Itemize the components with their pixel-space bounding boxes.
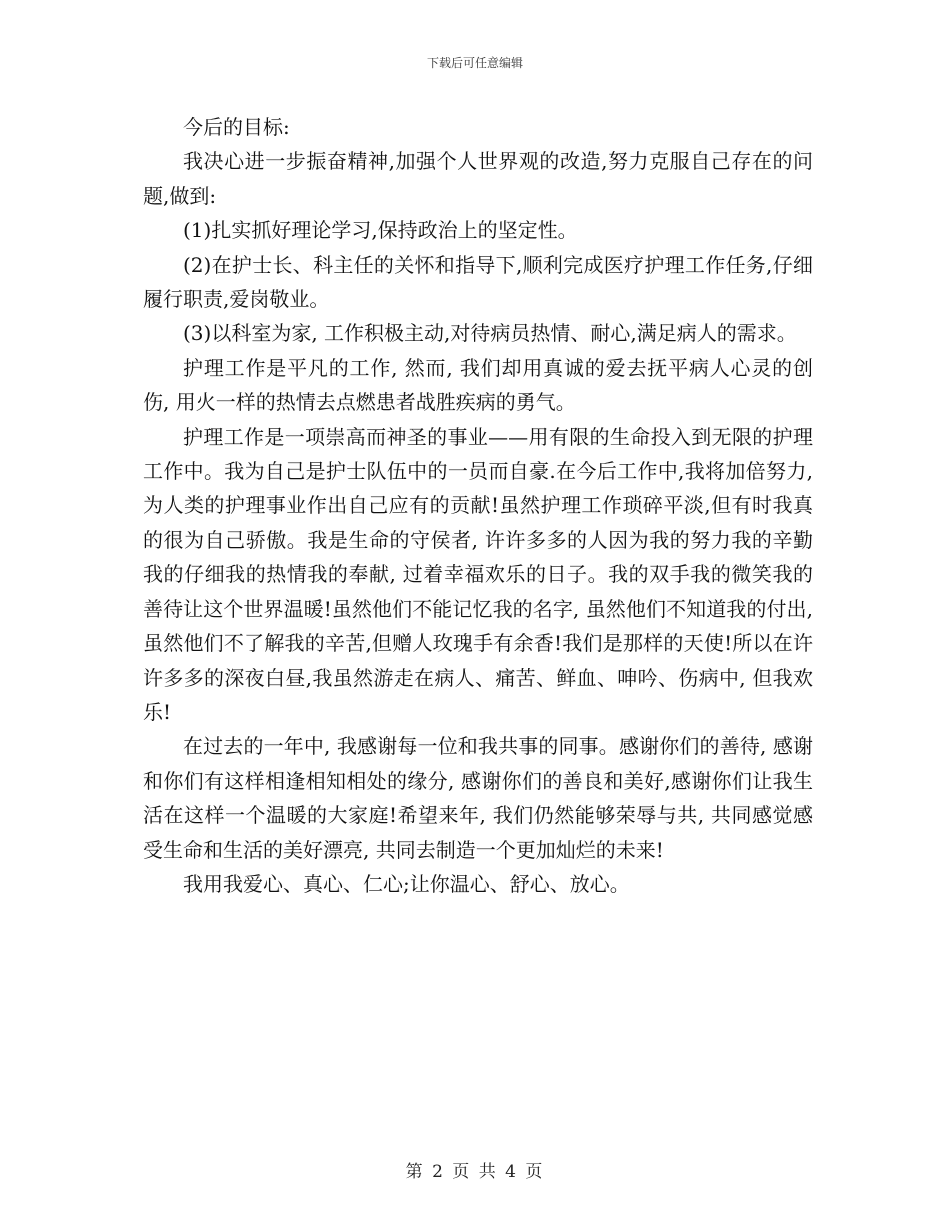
paragraph-nursing-noble: 护理工作是一项崇高而神圣的事业——用有限的生命投入到无限的护理工作中。我为自己是护士队伍中的一员而自豪.在今后工作中,我将加倍努力, 为人类的护理事业作出自己应有的贡献!虽然护理工作琐碎平淡,但有时我真的很为自己骄傲。我是生命的守侯者, 许许多多的人因为我的努力我的辛勤我的仔细我的热情我的奉献, 过着幸福欢乐的日子。我的双手我的微笑我的善待让这个世界温暖!虽然他们不能记忆我的名字, 虽然他们不知道我的付出, 虽然他们不了解我的辛苦,但赠人玫瑰手有余香!我们是那样的天使!所以在许许多多的深夜白昼,我虽然游走在病人、痛苦、鲜血、呻吟、伤病中, 但我欢乐! [143,424,813,724]
paragraph-thanks-colleagues: 在过去的一年中, 我感谢每一位和我共事的同事。感谢你们的善待, 感谢和你们有这样相逢相知相处的缘分, 感谢你们的善良和美好,感谢你们让我生活在这样一个温暖的大家庭!希望来年, 我们仍然能够荣辱与共, 共同感觉感受生命和生活的美好漂亮, 共同去制造一个更加灿烂的未来! [143,734,813,862]
paragraph-goals-heading: 今后的目标: [183,115,290,139]
paragraph-closing: 我用我爱心、真心、仁心;让你温心、舒心、放心。 [183,871,630,896]
page-header: 下载后可任意编辑 [426,56,523,70]
paragraph-item-2: (2)在护士长、科主任的关怀和指导下,顺利完成医疗护理工作任务,仔细履行职责,爱岗敬业。 [143,252,813,312]
paragraph-nursing-ordinary: 护理工作是平凡的工作, 然而, 我们却用真诚的爱去抚平病人心灵的创伤, 用火一样的热情去点燃患者战胜疾病的勇气。 [143,355,813,415]
page-footer: 第 2 页 共 4 页 [405,1162,545,1182]
paragraph-item-1: (1)扎实抓好理论学习,保持政治上的坚定性。 [183,218,578,243]
paragraph-resolution: 我决心进一步振奋精神,加强个人世界观的改造,努力克服自己存在的问题,做到: [143,149,813,208]
paragraph-item-3: (3)以科室为家, 工作积极主动,对待病员热情、耐心,满足病人的需求。 [183,321,797,346]
document-body [143,110,813,901]
